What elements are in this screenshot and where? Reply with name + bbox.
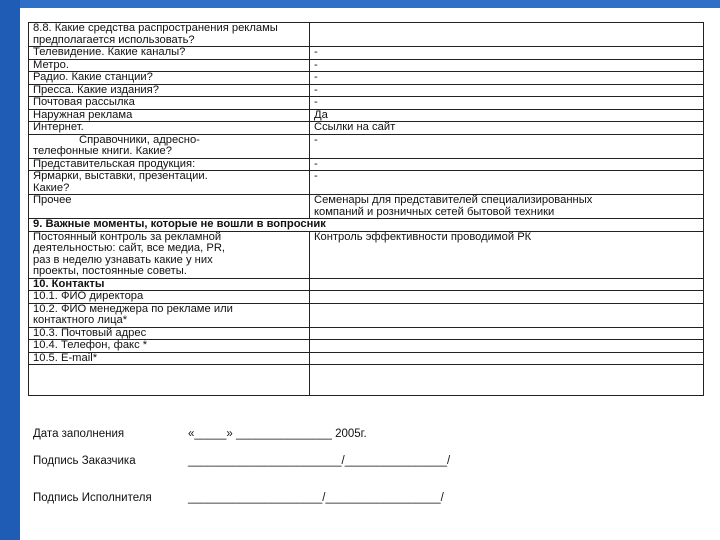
answer-email xyxy=(310,352,704,365)
answer-mail: - xyxy=(310,97,704,110)
table-row xyxy=(29,171,704,195)
answer-fairs: - xyxy=(310,171,704,195)
answer-director xyxy=(310,291,704,304)
table-row xyxy=(29,23,704,47)
question-fairs: Ярмарки, выставки, презентации. Какие? xyxy=(29,171,310,195)
blank-cell xyxy=(29,365,310,396)
question-directories: Справочники, адресно- телефонные книги. Какие? xyxy=(29,134,310,158)
question-tv: Телевидение. Какие каналы? xyxy=(29,47,310,60)
section-10-heading: 10. Контакты xyxy=(29,278,310,291)
table-row xyxy=(29,278,704,291)
answer-directories: - xyxy=(310,134,704,158)
question-promo: Представительская продукция: xyxy=(29,158,310,171)
table-row xyxy=(29,72,704,85)
table-row xyxy=(29,340,704,353)
answer-outdoor: Да xyxy=(310,109,704,122)
question-internet: Интернет. xyxy=(29,122,310,135)
date-filled-label: Дата заполнения xyxy=(33,428,125,440)
customer-signature-line: ________________________/________________/ xyxy=(188,455,451,467)
answer-promo: - xyxy=(310,158,704,171)
answer-phone xyxy=(310,340,704,353)
contractor-signature-line: _____________________/__________________/ xyxy=(188,492,444,504)
table-row xyxy=(29,47,704,60)
answer-cell xyxy=(310,278,704,291)
question-radio: Радио. Какие станции? xyxy=(29,72,310,85)
table-row xyxy=(29,195,704,219)
blank-cell xyxy=(310,365,704,396)
customer-signature-label: Подпись Заказчика xyxy=(33,455,136,467)
table-row xyxy=(29,291,704,304)
table-row xyxy=(29,134,704,158)
question-outdoor: Наружная реклама xyxy=(29,109,310,122)
field-address: 10.3. Почтовый адрес xyxy=(29,327,310,340)
answer-tv: - xyxy=(310,47,704,60)
table-row xyxy=(29,109,704,122)
answer-manager xyxy=(310,303,704,327)
question-important: Постоянный контроль за рекламной деятельностью: сайт, все медиа, PR, раз в неделю узнавать какие у них проекты, постоянные советы. xyxy=(29,231,310,278)
section-9-heading: 9. Важные моменты, которые не вошли в вопросник xyxy=(29,219,704,232)
table-row xyxy=(29,231,704,278)
table-row xyxy=(29,97,704,110)
answer-other: Семенары для представителей специализированных компаний и розничных сетей бытовой техники xyxy=(310,195,704,219)
answer-important: Контроль эффективности проводимой РК xyxy=(310,231,704,278)
question-press: Пресса. Какие издания? xyxy=(29,84,310,97)
question-mail: Почтовая рассылка xyxy=(29,97,310,110)
table-row xyxy=(29,365,704,396)
table-row xyxy=(29,122,704,135)
answer-cell xyxy=(310,23,704,47)
field-director: 10.1. ФИО директора xyxy=(29,291,310,304)
field-phone: 10.4. Телефон, факс * xyxy=(29,340,310,353)
answer-radio: - xyxy=(310,72,704,85)
advertising-brief-table xyxy=(28,22,704,396)
table-row xyxy=(29,352,704,365)
slide-side-band xyxy=(0,0,20,540)
field-manager: 10.2. ФИО менеджера по рекламе или контактного лица* xyxy=(29,303,310,327)
question-metro: Метро. xyxy=(29,59,310,72)
scanned-form-page xyxy=(20,8,720,540)
answer-address xyxy=(310,327,704,340)
table-row xyxy=(29,158,704,171)
table-row xyxy=(29,303,704,327)
section-8-heading: 8.8. Какие средства распространения рекламы предполагается использовать? xyxy=(29,23,310,47)
field-email: 10.5. E-mail* xyxy=(29,352,310,365)
table-row xyxy=(29,59,704,72)
table-row xyxy=(29,327,704,340)
question-other: Прочее xyxy=(29,195,310,219)
table-row xyxy=(29,84,704,97)
table-row xyxy=(29,219,704,232)
contractor-signature-label: Подпись Исполнителя xyxy=(33,492,152,504)
answer-metro: - xyxy=(310,59,704,72)
answer-press: - xyxy=(310,84,704,97)
date-filled-line: «_____» _______________ 2005г. xyxy=(188,428,367,440)
answer-internet: Ссылки на сайт xyxy=(310,122,704,135)
